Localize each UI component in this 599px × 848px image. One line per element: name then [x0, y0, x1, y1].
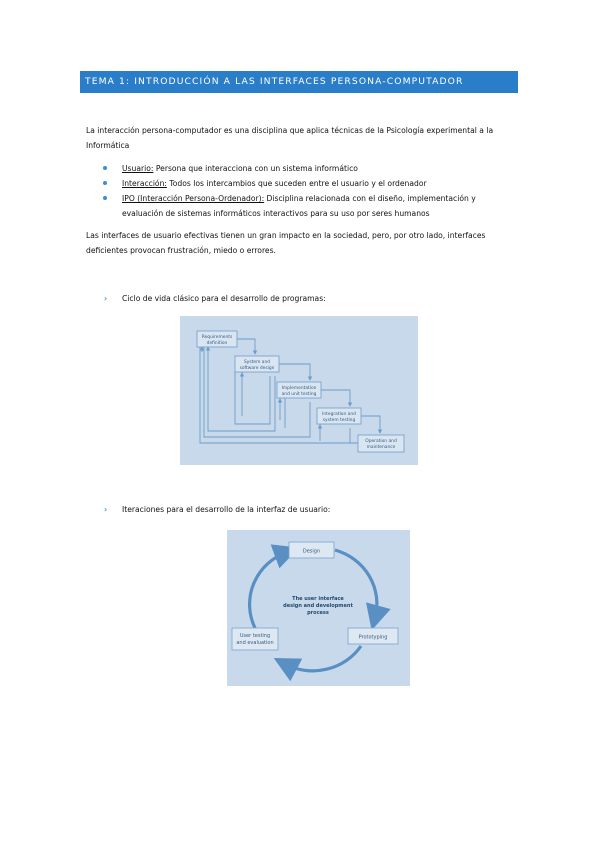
stage-label: maintenance	[366, 445, 396, 450]
cycle-label-design: Design	[302, 548, 321, 555]
cycle-label-prototyping: Prototyping	[358, 634, 388, 641]
waterfall-diagram	[180, 316, 418, 465]
definition-term: IPO (Interacción Persona-Ordenador):	[122, 194, 265, 203]
stage-label: Requirements	[201, 335, 233, 340]
list-item	[100, 161, 518, 176]
cycle-node-design	[289, 542, 334, 558]
bullet-dot-icon	[103, 166, 107, 170]
stage-label: definition	[206, 341, 228, 346]
stage-label: Implementation	[281, 386, 317, 391]
subheading-lifecycle	[104, 293, 326, 305]
stage-label: Operation and	[365, 439, 397, 444]
waterfall-stage	[277, 382, 321, 398]
stage-label: System and	[243, 360, 271, 365]
cycle-node-testing	[232, 628, 278, 650]
definitions-list	[100, 161, 518, 221]
cycle-label-testing: User testing	[239, 633, 271, 639]
waterfall-stage	[358, 435, 404, 452]
stage-label: Integration and	[322, 412, 356, 417]
stage-label: and unit testing	[281, 392, 317, 397]
cycle-svg	[227, 530, 410, 686]
stage-label: software design	[239, 366, 275, 371]
cycle-label-testing: and evaluation	[236, 640, 274, 646]
waterfall-stage	[235, 356, 279, 372]
definition-text: Todos los intercambios que suceden entre el usuario y el ordenador	[166, 179, 427, 188]
center-caption-line: process	[307, 610, 329, 616]
definition-term: Usuario:	[122, 164, 154, 173]
definition-text: Persona que interacciona con un sistema informático	[153, 164, 358, 173]
chevron-right-icon: ›	[104, 294, 108, 303]
cycle-center-caption	[283, 596, 353, 616]
waterfall-stage	[197, 331, 237, 347]
bullet-dot-icon	[103, 196, 107, 200]
stage-label: system testing	[322, 418, 356, 423]
center-caption-line: The user interface	[292, 596, 344, 602]
list-item	[100, 191, 518, 221]
waterfall-svg	[180, 316, 418, 465]
cycle-node-prototyping	[348, 628, 398, 644]
section-title: TEMA 1: INTRODUCCIÓN A LAS INTERFACES PERSONA-COMPUTADOR	[85, 76, 464, 87]
definition-text: Disciplina relacionada con el diseño, implementación y evaluación de sistemas informáticos interactivos para su uso por seres humanos	[122, 194, 476, 218]
bullet-dot-icon	[103, 181, 107, 185]
intro-paragraph: La interacción persona-computador es una disciplina que aplica técnicas de la Psicología experimental a la Informática	[86, 126, 494, 150]
section-title-bar	[80, 71, 518, 93]
center-caption-line: design and development	[283, 603, 353, 609]
subheading-iterations	[104, 504, 330, 516]
list-item	[100, 176, 518, 191]
chevron-right-icon: ›	[104, 505, 108, 514]
waterfall-stage	[317, 408, 361, 424]
ui-design-cycle-diagram	[227, 530, 410, 686]
subheading-text: Iteraciones para el desarrollo de la interfaz de usuario:	[122, 505, 331, 514]
impact-paragraph: Las interfaces de usuario efectivas tienen un gran impacto en la sociedad, pero, por otro lado, interfaces deficientes provocan frustración, miedo o errores.	[86, 231, 486, 255]
definition-term: Interacción:	[122, 179, 167, 188]
subheading-text: Ciclo de vida clásico para el desarrollo de programas:	[122, 294, 326, 303]
